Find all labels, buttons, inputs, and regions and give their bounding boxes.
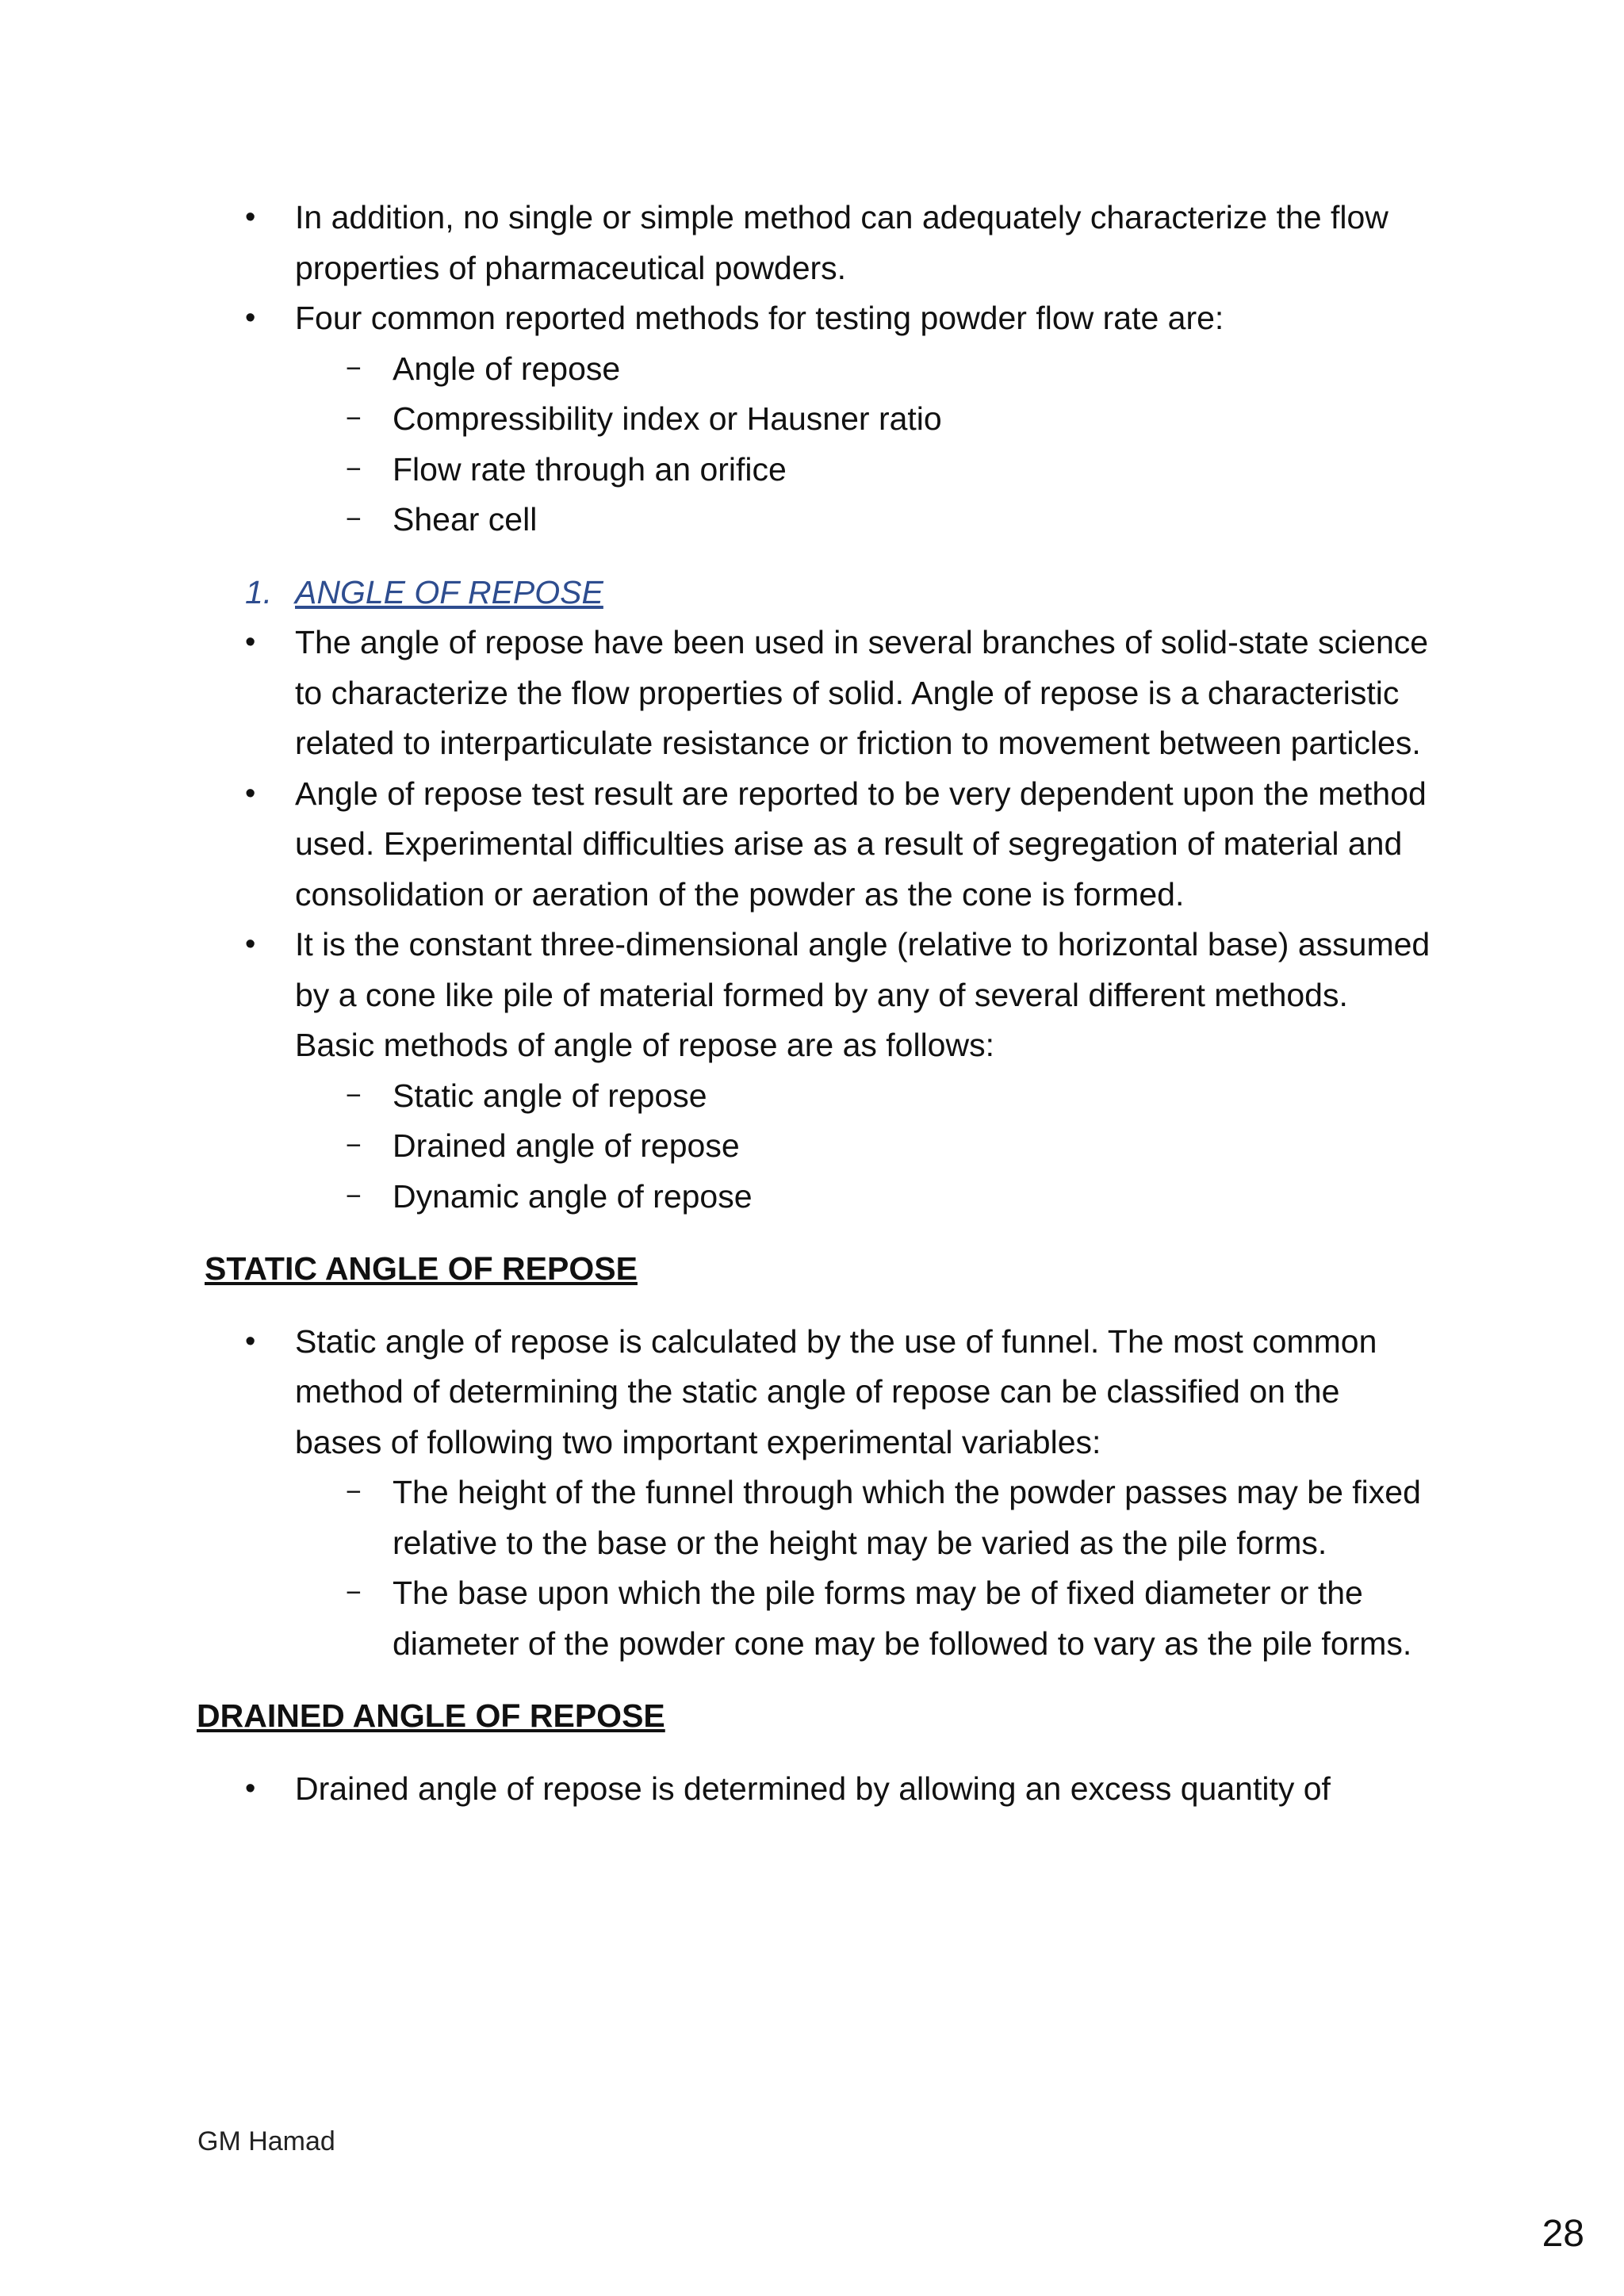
drained-angle-heading: DRAINED ANGLE OF REPOSE [197, 1697, 665, 1734]
section-heading-angle-of-repose [198, 568, 1435, 618]
list-item-text: Static angle of repose is calculated by the use of funnel. The most common method of determining the static angle of repose can be classified on the bases of following two important experimental variables: [295, 1322, 1377, 1460]
intro-bullet-list [198, 193, 1435, 545]
list-item: − Flow rate through an orifice [295, 445, 1435, 496]
angle-of-repose-bullet-list [198, 618, 1435, 1222]
list-item-text: Four common reported methods for testing powder flow rate are: [295, 300, 1224, 336]
list-item: − Drained angle of repose [295, 1121, 1435, 1172]
list-item: • In addition, no single or simple method can adequately characterize the flow properties of pharmaceutical powders. [198, 193, 1435, 293]
list-item: − The height of the funnel through which the powder passes may be fixed relative to the base or the height may be varied as the pile forms. [295, 1468, 1435, 1568]
experimental-variables-list [295, 1468, 1435, 1669]
list-item [198, 1317, 1435, 1670]
footer-author: GM Hamad [197, 2126, 335, 2156]
list-item: − Angle of repose [295, 344, 1435, 395]
static-angle-heading: STATIC ANGLE OF REPOSE [205, 1250, 638, 1287]
list-item [198, 920, 1435, 1222]
list-item: • The angle of repose have been used in several branches of solid-state science to characterize the flow properties of solid. Angle of repose is a characteristic related to interparticulate resistance or friction to movement between particles. [198, 618, 1435, 769]
repose-methods-list [295, 1071, 1435, 1223]
list-item: • Drained angle of repose is determined by allowing an excess quantity of [198, 1764, 1435, 1815]
list-item: − The base upon which the pile forms may be of fixed diameter or the diameter of the powder cone may be followed to vary as the pile forms. [295, 1568, 1435, 1669]
list-item: − Static angle of repose [295, 1071, 1435, 1122]
page-content [198, 193, 1435, 1814]
list-item-text: It is the constant three-dimensional angle (relative to horizontal base) assumed by a cone like pile of material formed by any of several different methods. Basic methods of angle of repose are as follows: [295, 926, 1431, 1063]
list-item: − Dynamic angle of repose [295, 1172, 1435, 1223]
section-title: ANGLE OF REPOSE [295, 573, 603, 610]
flow-methods-list [295, 344, 1435, 545]
list-item: − Shear cell [295, 495, 1435, 545]
section-number: 1. [245, 573, 273, 610]
list-item [198, 293, 1435, 545]
static-angle-bullet-list [198, 1317, 1435, 1670]
page-number: 28 [1542, 2213, 1584, 2255]
drained-angle-bullet-list [198, 1764, 1435, 1815]
list-item: • Angle of repose test result are reported to be very dependent upon the method used. Experimental difficulties arise as a result of segregation of material and consolidation or aeration of the powder as the cone is formed. [198, 769, 1435, 920]
list-item: − Compressibility index or Hausner ratio [295, 394, 1435, 445]
